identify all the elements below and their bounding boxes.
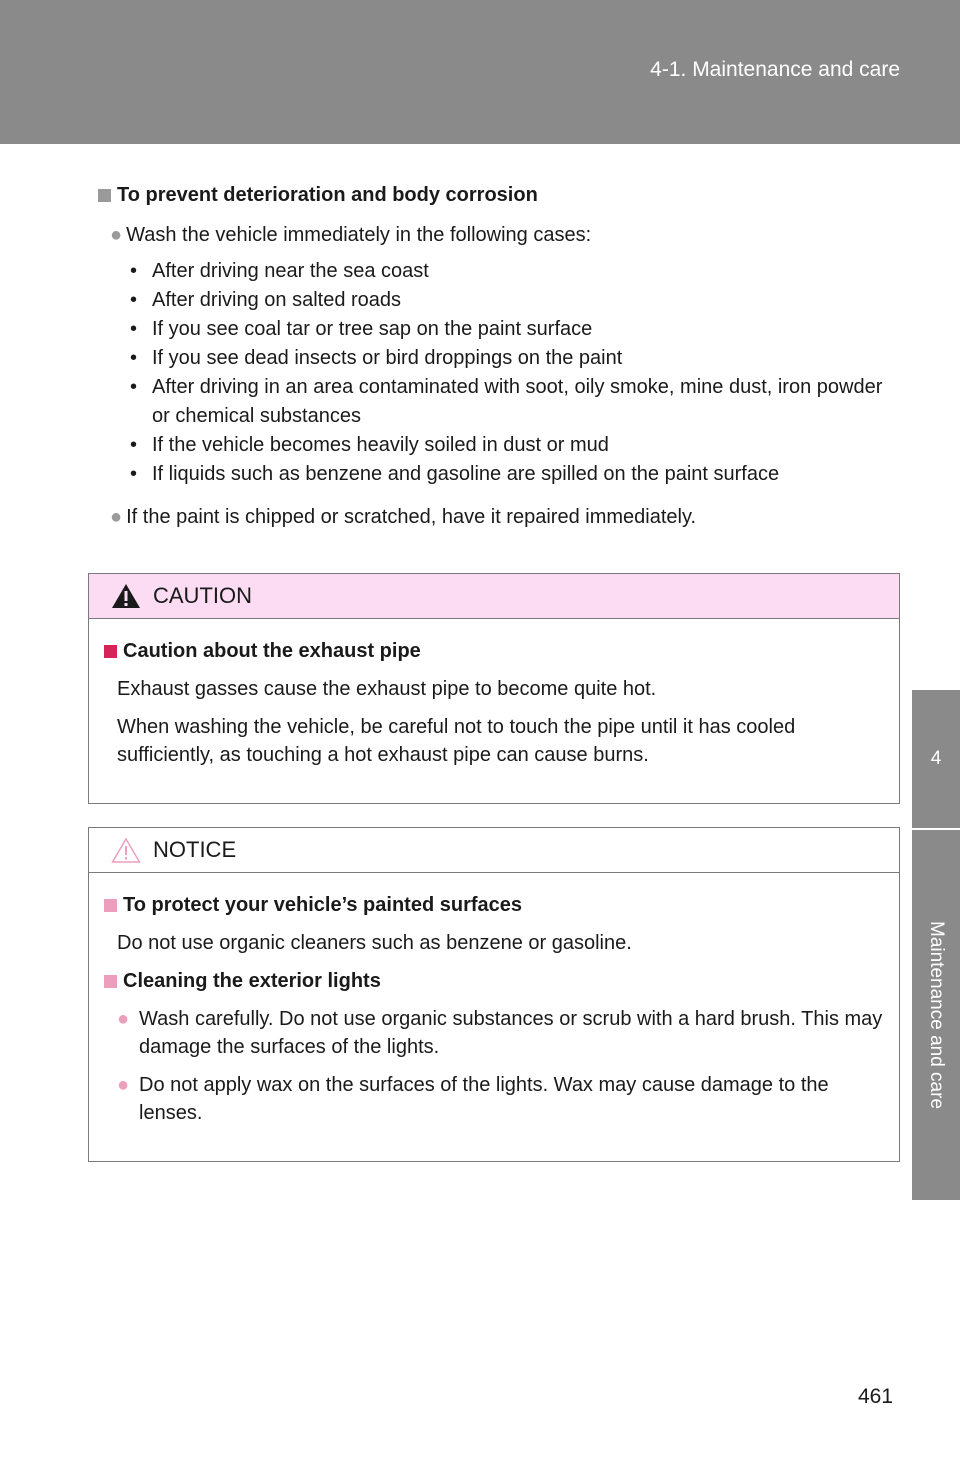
corrosion-section — [98, 184, 898, 531]
notice-bullet-text: Do not apply wax on the surfaces of the lights. Wax may cause damage to the lenses. — [139, 1074, 829, 1124]
warning-triangle-outline-icon — [111, 837, 141, 863]
circle-bullet-icon: ● — [110, 224, 123, 246]
notice-heading — [104, 891, 891, 919]
notice-heading — [104, 967, 891, 995]
page-header — [0, 0, 960, 144]
notice-box — [88, 827, 900, 1162]
notice-bullet — [117, 1005, 891, 1061]
caution-heading — [104, 637, 891, 665]
paint-bullet-text: If the paint is chipped or scratched, have it repaired immediately. — [126, 506, 697, 528]
chapter-tab-label — [912, 830, 960, 1200]
warning-triangle-icon — [111, 583, 141, 609]
wash-bullet-text: Wash the vehicle immediately in the following cases: — [126, 224, 592, 246]
list-item: • After driving in an area contaminated with soot, oily smoke, mine dust, iron powder or chemical substances — [126, 373, 898, 431]
square-bullet-icon — [98, 189, 111, 202]
list-item: • After driving near the sea coast — [126, 257, 898, 286]
wash-bullet — [110, 221, 898, 249]
circle-bullet-icon: ● — [117, 1008, 130, 1030]
square-bullet-icon — [104, 975, 117, 988]
page-number: 461 — [858, 1385, 894, 1408]
notice-bullet-text: Wash carefully. Do not use organic substances or scrub with a hard brush. This may damage the surfaces of the lights. — [139, 1008, 883, 1058]
list-item: • If you see dead insects or bird droppings on the paint — [126, 344, 898, 373]
chapter-title: 4-1. Maintenance and care — [650, 58, 900, 81]
caution-heading-text: Caution about the exhaust pipe — [123, 640, 421, 662]
circle-bullet-icon: ● — [110, 506, 123, 528]
chapter-tab-number: 4 — [912, 690, 960, 828]
wash-cases-list — [126, 257, 898, 489]
notice-title: NOTICE — [153, 837, 237, 862]
notice-header — [89, 828, 899, 873]
square-bullet-icon — [104, 645, 117, 658]
notice-bullet — [117, 1071, 891, 1127]
list-item: • If liquids such as benzene and gasoline are spilled on the paint surface — [126, 460, 898, 489]
list-item: • If you see coal tar or tree sap on the paint surface — [126, 315, 898, 344]
section-heading — [98, 184, 898, 207]
paint-bullet — [110, 503, 898, 531]
square-bullet-icon — [104, 899, 117, 912]
caution-title: CAUTION — [153, 583, 252, 608]
notice-body — [89, 873, 899, 1161]
section-heading-text: To prevent deterioration and body corrosion — [117, 184, 538, 206]
caution-paragraph: Exhaust gasses cause the exhaust pipe to become quite hot. — [117, 678, 657, 700]
caution-body — [89, 619, 899, 803]
list-item: • If the vehicle becomes heavily soiled in dust or mud — [126, 431, 898, 460]
caution-paragraph: When washing the vehicle, be careful not to touch the pipe until it has cooled sufficiently, as touching a hot exhaust pipe can cause burns. — [117, 716, 796, 766]
caution-header — [89, 574, 899, 619]
caution-box — [88, 573, 900, 804]
notice-heading-text: To protect your vehicle’s painted surfaces — [123, 894, 523, 916]
chapter-tab-label-text: Maintenance and care — [926, 920, 947, 1110]
notice-paragraph: Do not use organic cleaners such as benzene or gasoline. — [117, 932, 632, 954]
circle-bullet-icon: ● — [117, 1074, 130, 1096]
list-item: • After driving on salted roads — [126, 286, 898, 315]
notice-heading-text: Cleaning the exterior lights — [123, 970, 381, 992]
